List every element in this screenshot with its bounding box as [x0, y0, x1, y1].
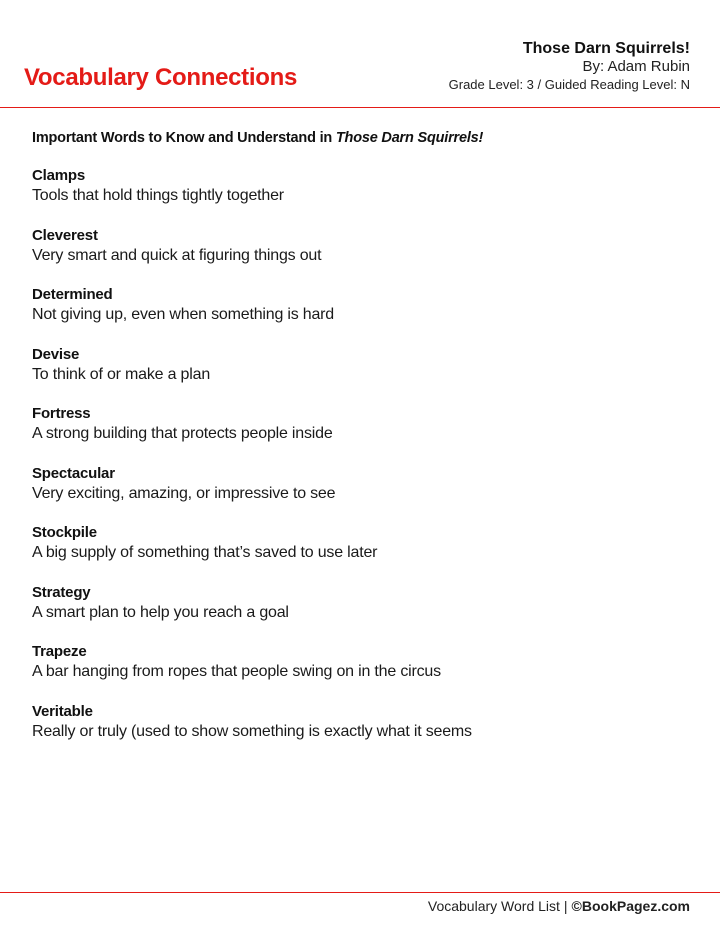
footer-separator: | [563, 898, 568, 914]
vocab-term: Spectacular [32, 464, 115, 482]
vocab-definition: Very exciting, amazing, or impressive to see [32, 484, 336, 502]
footer-copyright: ©BookPagez.com [571, 898, 690, 914]
vocab-term: Strategy [32, 583, 91, 601]
vocab-definition: Not giving up, even when something is hard [32, 306, 335, 323]
vocab-definition: To think of or make a plan [32, 365, 211, 383]
header-divider [0, 107, 720, 108]
vocab-definition: Very smart and quick at figuring things out [32, 246, 322, 264]
vocab-definition: A smart plan to help you reach a goal [32, 603, 289, 621]
vocab-entry [32, 404, 692, 464]
vocab-term: Trapeze [32, 643, 87, 660]
vocab-term: Determined [32, 286, 113, 303]
footer-divider [0, 892, 720, 893]
vocab-definition: Really or truly (used to show something is exactly what it seems [32, 722, 472, 740]
vocab-term: Fortress [32, 405, 91, 422]
vocab-entry [32, 345, 692, 405]
vocab-definition: A strong building that protects people inside [32, 425, 333, 442]
vocab-entry [32, 166, 692, 226]
vocab-entry [32, 523, 692, 583]
main-content [32, 130, 692, 761]
vocab-entry [32, 583, 692, 643]
vocab-term: Clamps [32, 167, 85, 184]
book-author: By: Adam Rubin [582, 58, 690, 75]
grade-level: Grade Level: 3 / Guided Reading Level: N [448, 77, 690, 92]
vocab-entry [32, 285, 692, 345]
intro-heading [32, 130, 692, 146]
vocab-entry [32, 642, 692, 702]
vocab-definition: A big supply of something that’s saved to use later [32, 544, 378, 561]
vocab-entry [32, 702, 692, 762]
book-title: Those Darn Squirrels! [522, 40, 690, 57]
book-meta [449, 40, 690, 94]
section-title: Vocabulary Connections [24, 64, 298, 91]
vocab-term: Stockpile [32, 524, 97, 541]
vocab-term: Devise [32, 345, 80, 363]
intro-prefix: Important Words to Know and Understand in [32, 130, 336, 146]
vocab-definition: Tools that hold things tightly together [32, 187, 284, 204]
footer-label: Vocabulary Word List [427, 898, 560, 914]
vocab-term: Cleverest [32, 226, 98, 244]
vocab-definition: A bar hanging from ropes that people swing on in the circus [32, 663, 441, 680]
vocab-entry [32, 226, 692, 286]
page-footer [428, 898, 690, 914]
intro-book-ref: Those Darn Squirrels! [335, 130, 484, 146]
vocab-term: Veritable [32, 702, 93, 720]
vocab-entry [32, 464, 692, 524]
